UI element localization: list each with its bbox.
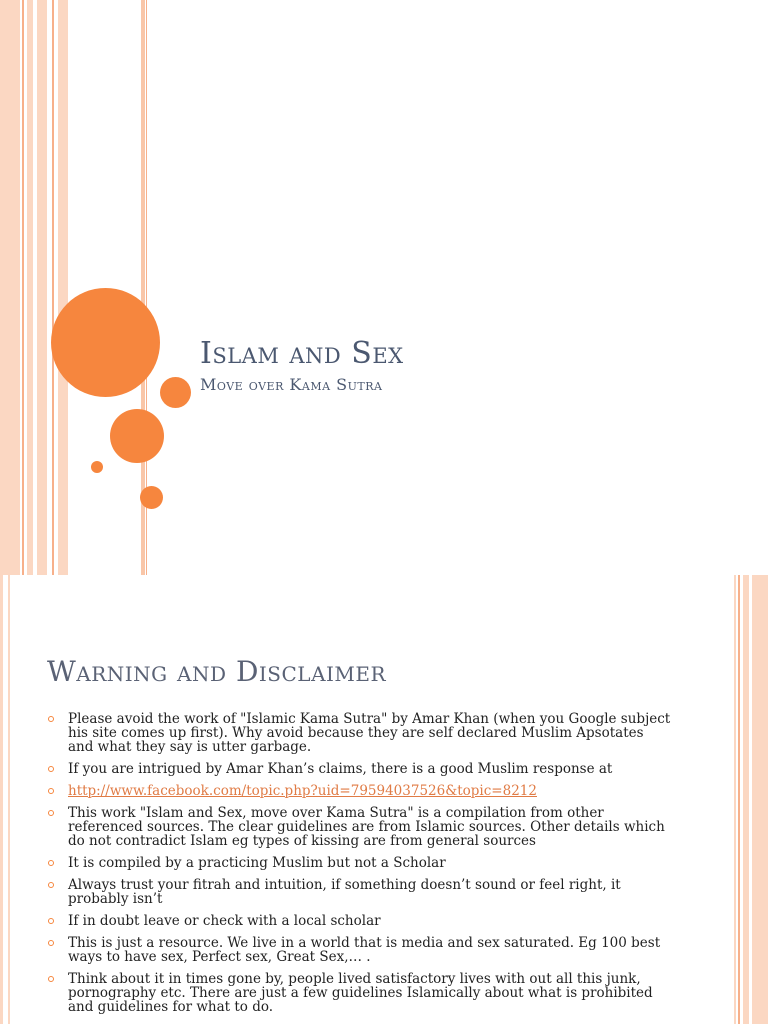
decor-stripe bbox=[37, 0, 47, 575]
decor-stripe bbox=[738, 575, 740, 1024]
bullet-text: If in doubt leave or check with a local scholar bbox=[68, 913, 381, 929]
slide-title: Warning and Disclaimer bbox=[47, 655, 387, 688]
bullet-circle-icon bbox=[48, 976, 54, 982]
facebook-link[interactable]: http://www.facebook.com/topic.php?uid=79594037526&topic=8212 bbox=[68, 783, 537, 799]
disclaimer-slide bbox=[0, 575, 768, 1024]
decor-circle-large bbox=[51, 288, 160, 397]
bullet-circle-icon bbox=[48, 918, 54, 924]
decor-stripe bbox=[0, 0, 20, 575]
bullet-text: This is just a resource. We live in a world that is media and sex saturated. Eg 100 best ways to have sex, Perfect sex, Great Sex,… . bbox=[68, 935, 661, 965]
decor-circle-small bbox=[160, 377, 191, 408]
bullet-circle-icon bbox=[48, 882, 54, 888]
bullet-circle-icon bbox=[48, 940, 54, 946]
bullet-list bbox=[48, 712, 673, 1022]
list-item bbox=[48, 936, 673, 964]
decor-stripe bbox=[734, 575, 736, 1024]
bullet-circle-icon bbox=[48, 716, 54, 722]
decor-stripe bbox=[0, 575, 3, 1024]
decor-stripe bbox=[8, 575, 10, 1024]
decor-stripe bbox=[58, 0, 68, 575]
bullet-text: This work "Islam and Sex, move over Kama Sutra" is a compilation from other referenced sources. The clear guidelines are from Islamic sources. Other details which do not contradict Islam eg types of kissing are from general sources bbox=[68, 805, 665, 849]
list-item bbox=[48, 784, 673, 798]
decor-stripe bbox=[743, 575, 749, 1024]
list-item bbox=[48, 712, 673, 754]
bullet-text: If you are intrigued by Amar Khan’s claims, there is a good Muslim response at bbox=[68, 761, 613, 777]
bullet-circle-icon bbox=[48, 788, 54, 794]
list-item bbox=[48, 914, 673, 928]
slide-subtitle: Move over Kama Sutra bbox=[200, 375, 383, 394]
decor-stripe bbox=[27, 0, 33, 575]
decor-circle-tiny bbox=[91, 461, 103, 473]
title-block bbox=[200, 336, 404, 396]
decor-stripe bbox=[52, 0, 54, 575]
bullet-text: Think about it in times gone by, people lived satisfactory lives with out all this junk, pornography etc. There are just a few guidelines Islamically about what is prohibited and guidelines for what to do. bbox=[68, 971, 653, 1015]
decor-stripe bbox=[22, 0, 24, 575]
slide-title: Islam and Sex bbox=[200, 336, 404, 371]
list-item bbox=[48, 878, 673, 906]
list-item bbox=[48, 806, 673, 848]
bullet-text: It is compiled by a practicing Muslim but not a Scholar bbox=[68, 855, 446, 871]
bullet-circle-icon bbox=[48, 810, 54, 816]
bullet-circle-icon bbox=[48, 860, 54, 866]
list-item bbox=[48, 762, 673, 776]
decor-circle-medium bbox=[110, 409, 164, 463]
list-item bbox=[48, 972, 673, 1014]
decor-stripe bbox=[752, 575, 768, 1024]
bullet-text: Always trust your fitrah and intuition, if something doesn’t sound or feel right, it probably isn’t bbox=[68, 877, 621, 907]
list-item bbox=[48, 856, 673, 870]
bullet-circle-icon bbox=[48, 766, 54, 772]
decor-circle-small bbox=[140, 486, 163, 509]
bullet-text: Please avoid the work of "Islamic Kama Sutra" by Amar Khan (when you Google subject his site comes up first). Why avoid because they are self declared Muslim Apsotates and what they say is utter garbage. bbox=[68, 711, 671, 755]
